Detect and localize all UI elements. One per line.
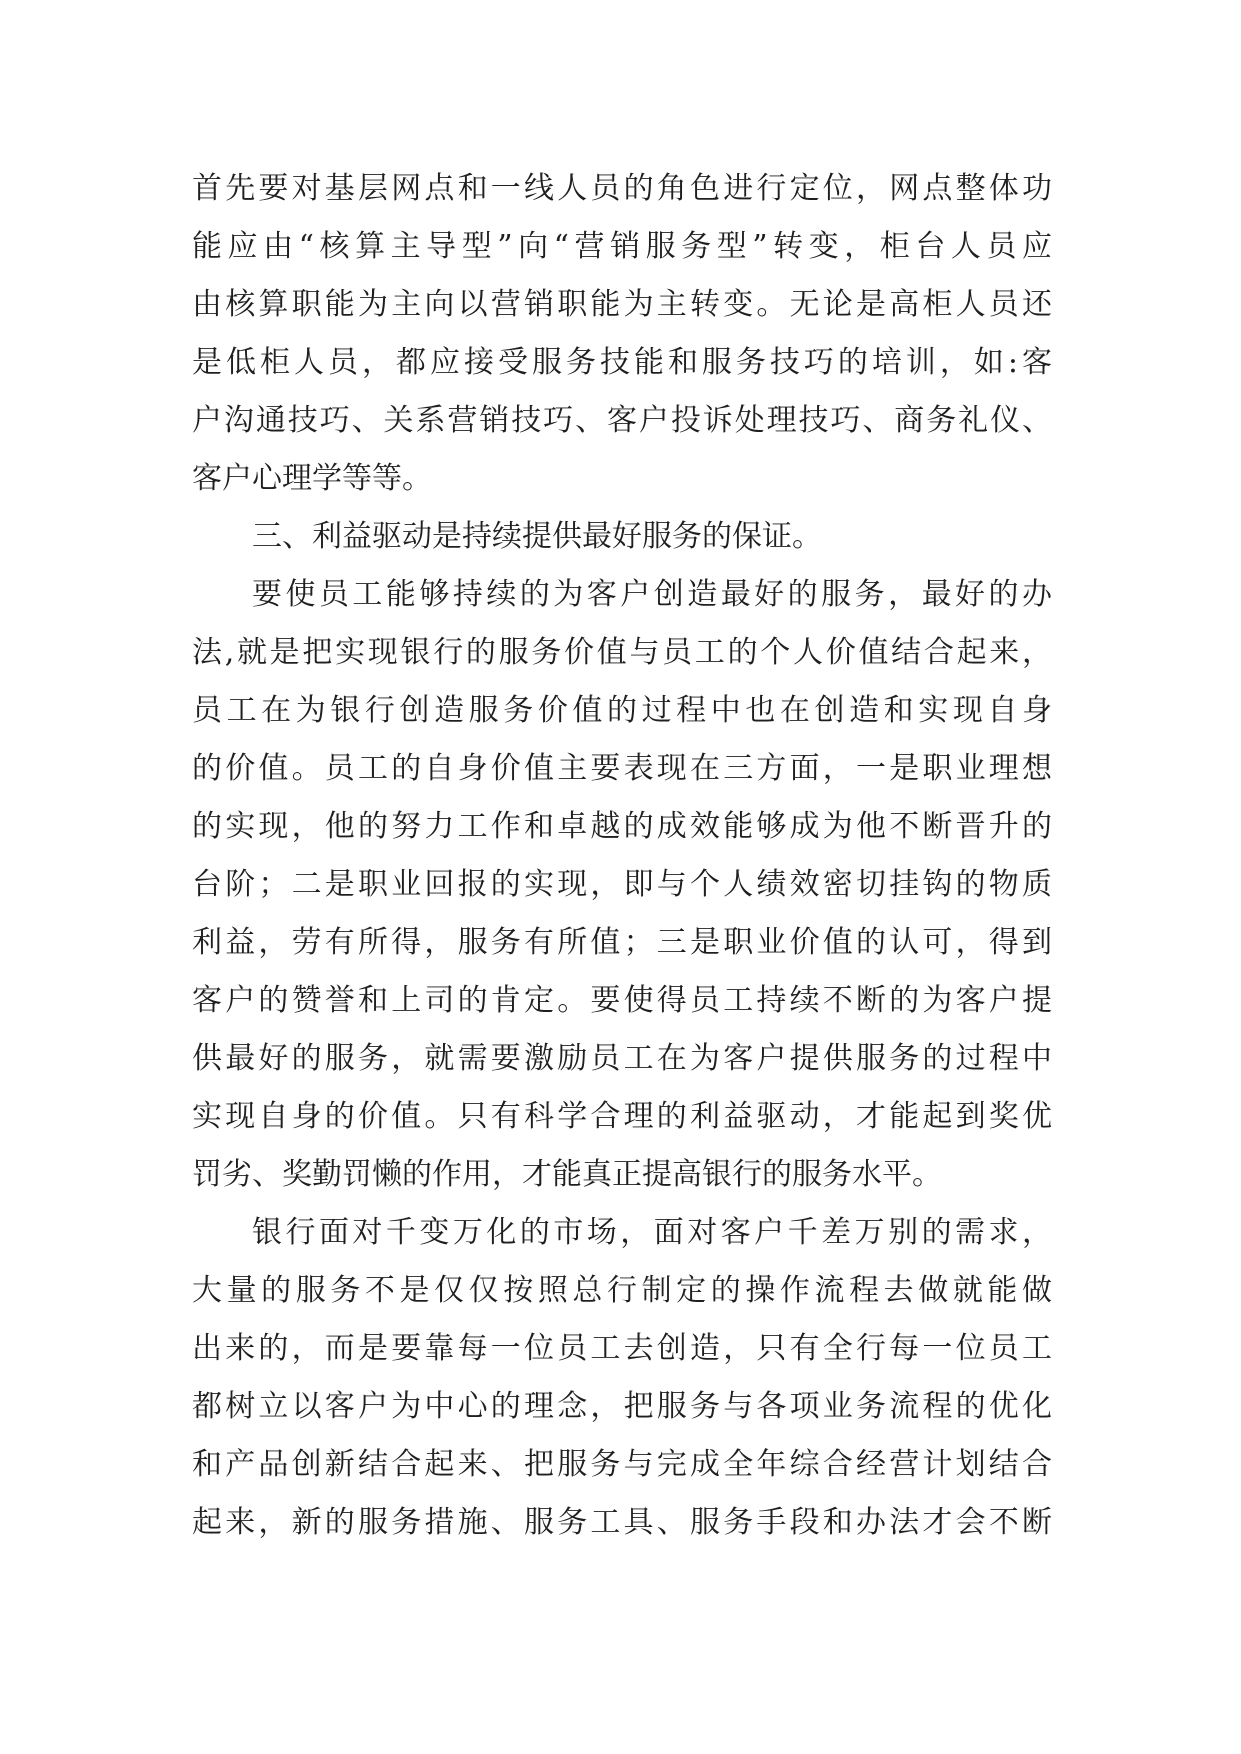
text-line: 的价值。员工的自身价值主要表现在三方面，一是职业理想	[192, 751, 1052, 786]
text-line: 员工在为银行创造服务价值的过程中也在创造和实现自身	[192, 693, 1052, 728]
body-text	[192, 160, 1052, 1552]
text-line: 能应由“核算主导型”向“营销服务型”转变，柜台人员应	[192, 229, 1052, 264]
text-line: 罚劣、奖勤罚懒的作用，才能真正提高银行的服务水平。	[192, 1157, 942, 1192]
text-line: 户沟通技巧、关系营销技巧、客户投诉处理技巧、商务礼仪、	[192, 403, 1052, 438]
text-line: 的实现，他的努力工作和卓越的成效能够成为他不断晋升的	[192, 809, 1052, 844]
text-line: 法,就是把实现银行的服务价值与员工的个人价值结合起来，	[192, 635, 1052, 670]
text-line: 出来的，而是要靠每一位员工去创造，只有全行每一位员工	[192, 1331, 1052, 1366]
text-line: 实现自身的价值。只有科学合理的利益驱动，才能起到奖优	[192, 1099, 1052, 1134]
text-line: 起来，新的服务措施、服务工具、服务手段和办法才会不断	[192, 1505, 1052, 1540]
text-line: 和产品创新结合起来、把服务与完成全年综合经营计划结合	[192, 1447, 1052, 1482]
text-line: 台阶；二是职业回报的实现，即与个人绩效密切挂钩的物质	[192, 867, 1052, 902]
text-line: 首先要对基层网点和一线人员的角色进行定位，网点整体功	[192, 171, 1052, 206]
text-line: 三、利益驱动是持续提供最好服务的保证。	[252, 519, 822, 554]
text-line: 供最好的服务，就需要激励员工在为客户提供服务的过程中	[192, 1041, 1052, 1076]
text-line: 客户心理学等等。	[192, 461, 432, 496]
text-line: 利益，劳有所得，服务有所值；三是职业价值的认可，得到	[192, 925, 1052, 960]
text-line: 都树立以客户为中心的理念，把服务与各项业务流程的优化	[192, 1389, 1052, 1424]
text-line: 是低柜人员，都应接受服务技能和服务技巧的培训，如:客	[192, 345, 1052, 380]
text-line: 银行面对千变万化的市场，面对客户千差万别的需求，	[252, 1215, 1052, 1250]
text-line: 客户的赞誉和上司的肯定。要使得员工持续不断的为客户提	[192, 983, 1052, 1018]
text-line: 要使员工能够持续的为客户创造最好的服务，最好的办	[252, 577, 1052, 612]
text-line: 由核算职能为主向以营销职能为主转变。无论是高柜人员还	[192, 287, 1052, 322]
text-line: 大量的服务不是仅仅按照总行制定的操作流程去做就能做	[192, 1273, 1052, 1308]
